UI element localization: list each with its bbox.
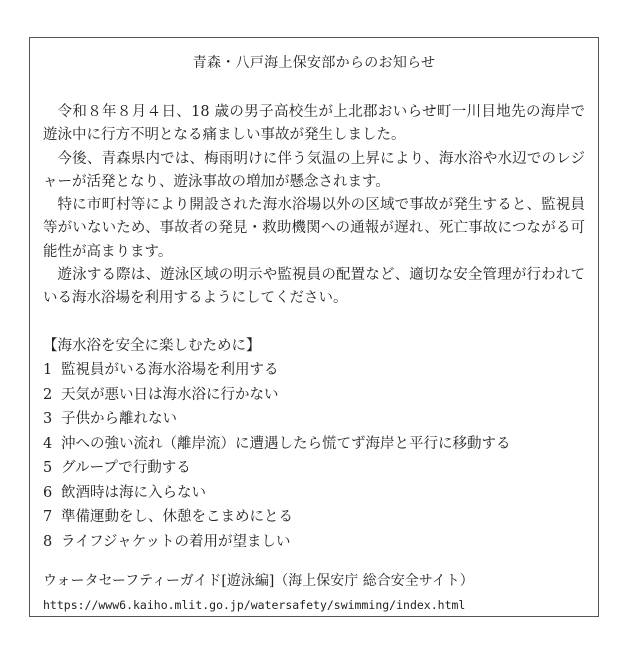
reference-title: ウォータセーフティーガイド[遊泳編]（海上保安庁 総合安全サイト）: [43, 573, 474, 590]
notice-body: [43, 101, 585, 311]
tip-item: [43, 432, 585, 457]
tip-number: 1: [43, 362, 53, 379]
tip-item: [43, 358, 585, 383]
tip-number: 6: [43, 484, 53, 501]
paragraph-request: 遊泳する際は、遊泳区域の明示や監視員の配置など、適切な安全管理が行われている海水浴場を利用するようにしてください。: [43, 267, 585, 307]
tip-text: 監視員がいる海水浴場を利用する: [61, 362, 279, 379]
tip-item: [43, 505, 585, 530]
tip-text: 子供から離れない: [61, 411, 177, 428]
tip-item: [43, 481, 585, 506]
tip-item: [43, 530, 585, 555]
tip-number: 8: [43, 533, 53, 550]
tip-number: 4: [43, 435, 53, 452]
tip-text: 準備運動をし、休憩をこまめにとる: [61, 509, 293, 526]
tip-number: 2: [43, 386, 53, 403]
tip-text: 天気が悪い日は海水浴に行かない: [61, 386, 279, 403]
tip-item: [43, 407, 585, 432]
tip-item: [43, 456, 585, 481]
reference-section: [43, 569, 585, 617]
notice-title: 青森・八戸海上保安部からのお知らせ: [192, 55, 436, 71]
tip-item: [43, 383, 585, 408]
tip-text: ライフジャケットの着用が望ましい: [61, 533, 291, 550]
safety-tips: [43, 334, 585, 555]
tip-number: 7: [43, 509, 53, 526]
notice-box: [29, 37, 599, 617]
paragraph-incident: 令和８年８月４日、18 歳の男子高校生が上北郡おいらせ町一川目地先の海岸で遊泳中に行方不明となる痛ましい事故が発生しました。: [43, 104, 585, 144]
paragraph-risk: 特に市町村等により開設された海水浴場以外の区域で事故が発生すると、監視員等がいないため、事故者の発見・救助機関への通報が遅れ、死亡事故につながる可能性が高まります。: [43, 197, 585, 260]
tip-number: 3: [43, 411, 53, 428]
reference-url: https://www6.kaiho.mlit.go.jp/watersafety/swimming/index.html: [43, 598, 466, 613]
tip-text: グループで行動する: [61, 460, 191, 477]
tips-heading: 【海水浴を安全に楽しむために】: [43, 337, 261, 354]
tips-list: [43, 358, 585, 554]
tip-text: 飲酒時は海に入らない: [61, 484, 206, 501]
tip-number: 5: [43, 460, 53, 477]
paragraph-concern: 今後、青森県内では、梅雨明けに伴う気温の上昇により、海水浴や水辺でのレジャーが活発となり、遊泳事故の増加が懸念されます。: [43, 150, 585, 190]
tip-text: 沖への強い流れ（離岸流）に遭遇したら慌てず海岸と平行に移動する: [61, 435, 511, 452]
